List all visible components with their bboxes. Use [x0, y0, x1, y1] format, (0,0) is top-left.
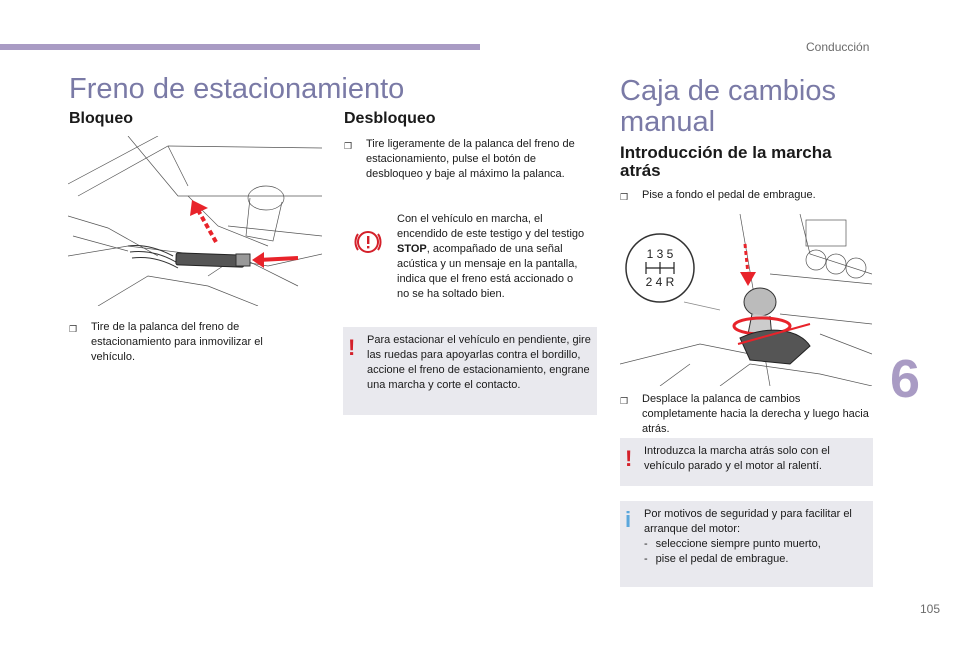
- brake-warning-light-icon: [352, 226, 384, 258]
- info-box-safety: [620, 501, 873, 587]
- info-list-item: - pise el pedal de embrague.: [644, 553, 789, 565]
- chapter-number: 6: [890, 349, 921, 409]
- info-safety-content: [644, 507, 868, 567]
- caution-box-reverse: [620, 438, 873, 486]
- caution-reverse-text: Introduzca la marcha atrás solo con el vehículo parado y el motor al ralentí.: [644, 445, 830, 472]
- info-intro: Por motivos de seguridad y para facilitar el arranque del motor:: [644, 508, 852, 535]
- bullet-bloqueo: [69, 320, 299, 365]
- exclamation-icon: !: [625, 446, 633, 471]
- bullet-clutch: [620, 188, 870, 205]
- bullet-desbloqueo: [344, 137, 589, 182]
- bullet-shift-text: Desplace la palanca de cambios completamente hacia la derecha y luego hacia atrás.: [642, 393, 869, 435]
- bullet-marker-icon: ❒: [620, 396, 629, 406]
- info-list-item: - seleccione siempre punto muerto,: [644, 538, 821, 550]
- exclamation-icon: !: [348, 335, 356, 360]
- section-title: Conducción: [806, 40, 870, 54]
- page-number: 105: [920, 602, 941, 616]
- bullet-clutch-text: Pise a fondo el pedal de embrague.: [642, 189, 816, 201]
- heading-bloqueo: Bloqueo: [69, 110, 133, 127]
- bullet-marker-icon: ❒: [69, 324, 78, 334]
- heading-desbloqueo: Desbloqueo: [344, 110, 436, 127]
- caution-slope-text: Para estacionar el vehículo en pendiente, gire las ruedas para apoyarlas contra el bordillo, accione el freno de estacionamiento, engrane una marcha y corte el contacto.: [367, 334, 591, 391]
- page-title-parking-brake: Freno de estacionamiento: [69, 73, 405, 105]
- gearshift-illustration: [620, 214, 872, 386]
- bullet-desbloqueo-text: Tire ligeramente de la palanca del freno de estacionamiento, pulse el botón de desbloqueo y baje al máximo la palanca.: [366, 138, 575, 180]
- subtitle-reverse-gear: Introducción de la marcha atrás: [620, 143, 832, 180]
- stop-label: STOP: [397, 243, 427, 255]
- brake-warning-text: Con el vehículo en marcha, el encendido de este testigo y del testigo STOP, acompañado de una señal acústica y un mensaje en la pantalla, indica que el freno está accionado o no se ha soltado bien.: [397, 213, 585, 300]
- parking-brake-lock-illustration: [68, 136, 322, 306]
- bullet-marker-icon: ❒: [344, 141, 353, 151]
- header-accent-bar: [0, 44, 480, 50]
- bullet-bloqueo-text: Tire de la palanca del freno de estacionamiento para inmovilizar el vehículo.: [91, 321, 263, 363]
- bullet-marker-icon: ❒: [620, 192, 629, 202]
- info-icon: i: [625, 507, 632, 532]
- caution-box-slope: [343, 327, 597, 415]
- page-title-manual-gearbox: Caja de cambios manual: [620, 75, 836, 138]
- bullet-shift: [620, 392, 870, 437]
- gear-pattern-bottom: 2 4 R: [645, 275, 675, 289]
- gear-pattern-top: 1 3 5: [646, 247, 674, 261]
